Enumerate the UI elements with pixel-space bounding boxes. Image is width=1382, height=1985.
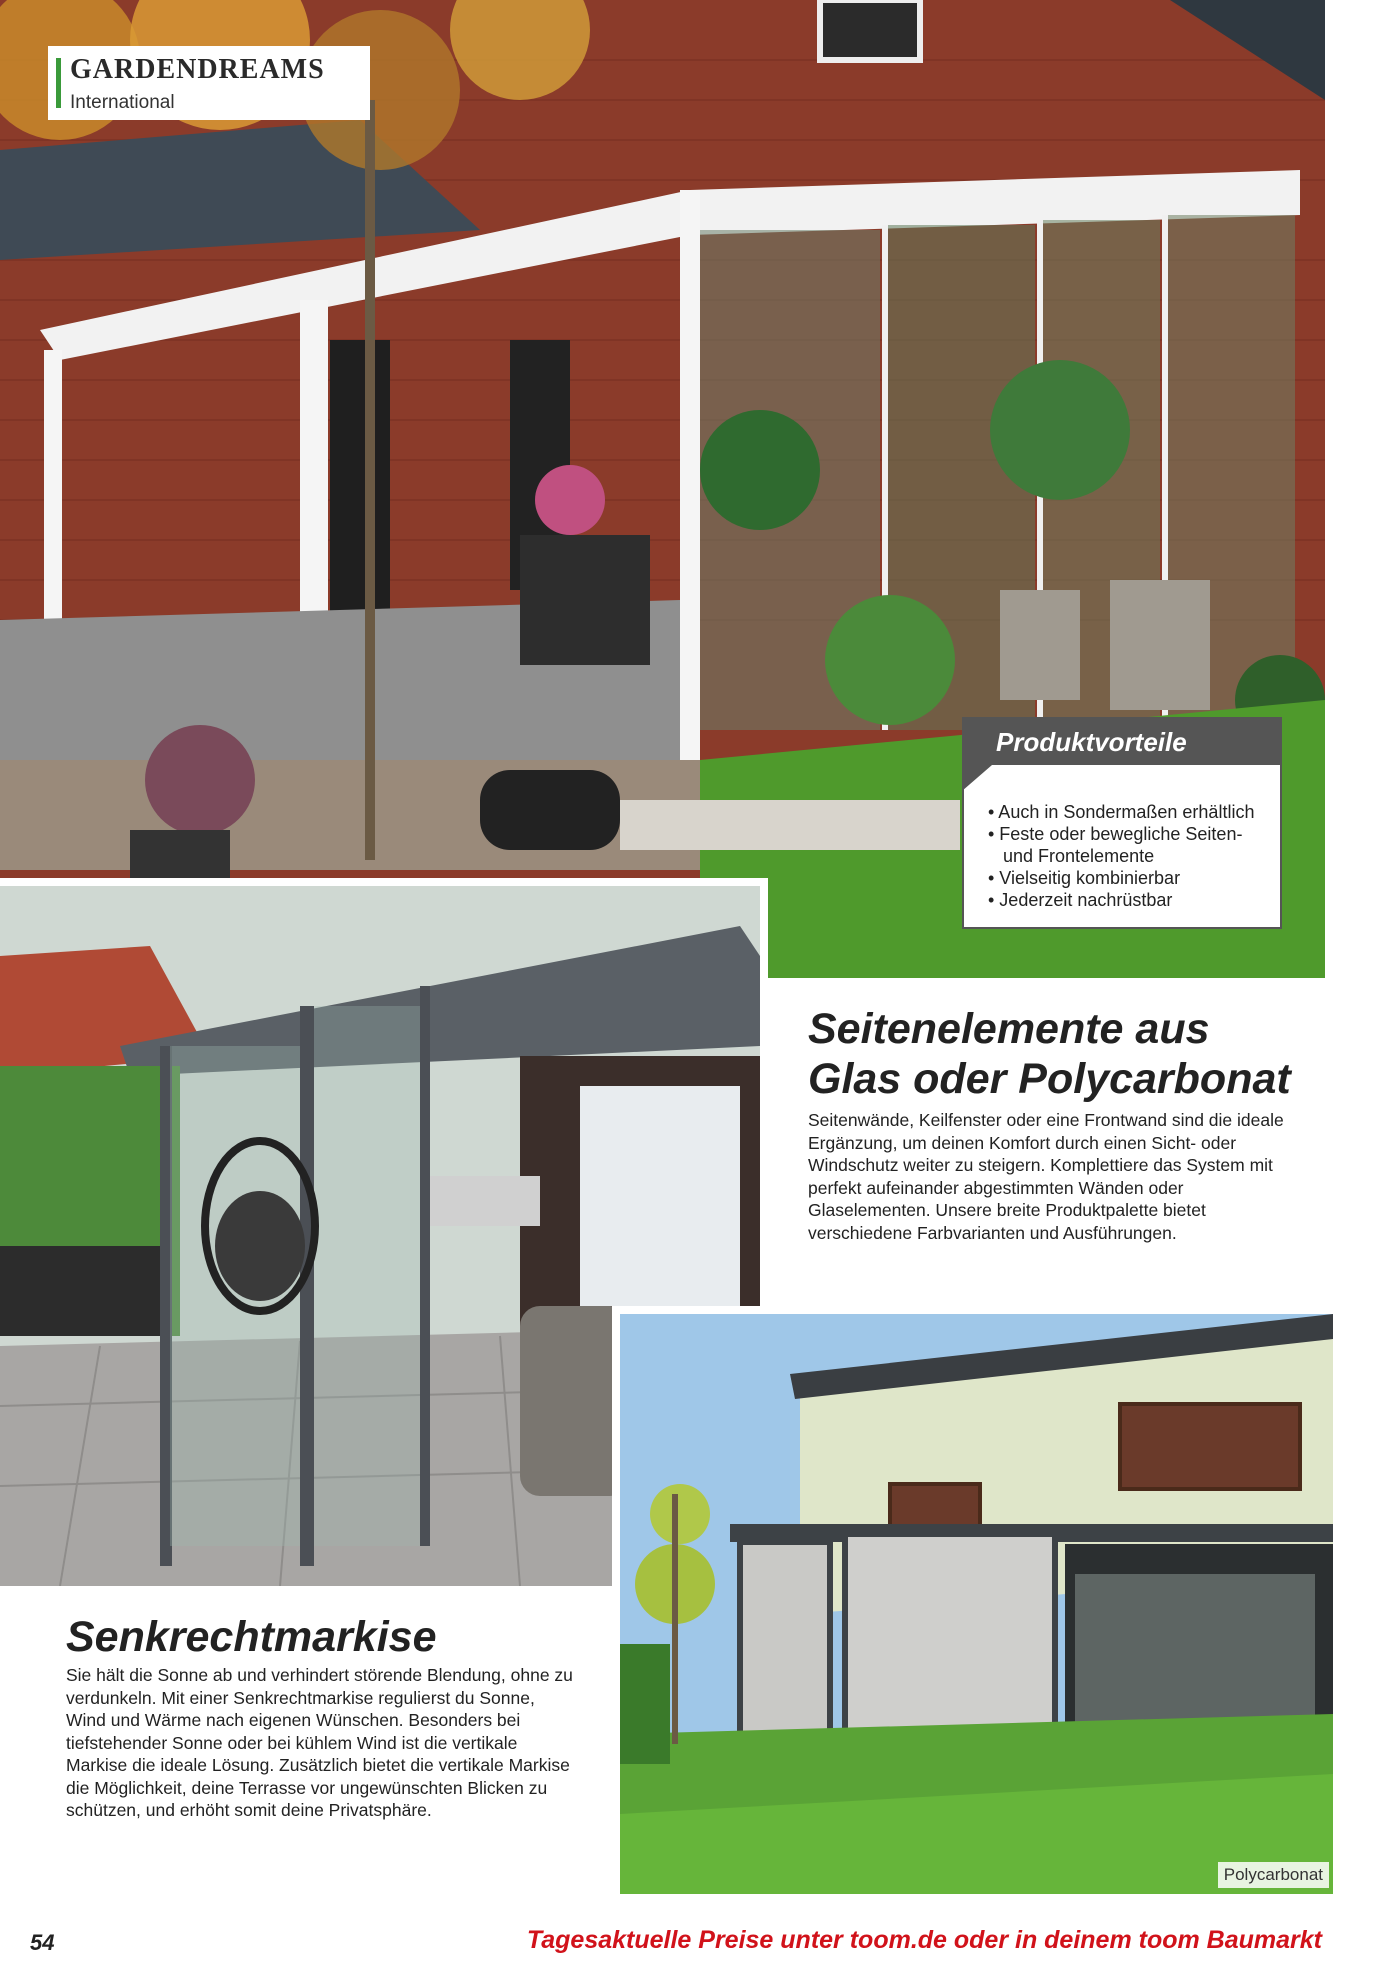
logo-accent-bar (56, 58, 61, 108)
list-item: • Auch in Sondermaßen erhältlich (988, 802, 1255, 822)
seitenelemente-text: Seitenwände, Keilfenster oder eine Frontwand sind die ideale Ergänzung, um deinen Komfort durch einen Sicht- oder Windschutz weiter zu steigern. Komplettiere das System mit perfekt aufeinander abgestimmten Wänden oder Glaselementen. Unsere breite Produktpalette bietet verschiedene Farbvarianten und Ausführungen. (808, 1110, 1284, 1243)
seitenelemente-title (808, 1004, 1291, 1104)
caption-polycarbonat: Polycarbonat (1218, 1862, 1329, 1888)
produktvorteile-notch (962, 765, 992, 791)
list-item: und Frontelemente (988, 846, 1155, 866)
seitenelemente-title-line2: Glas oder Polycarbonat (808, 1055, 1291, 1103)
list-item: • Jederzeit nachrüstbar (988, 890, 1173, 910)
page-number: 54 (30, 1930, 55, 1955)
photo-polycarbonat (612, 1306, 1333, 1894)
senkrechtmarkise-title: Senkrechtmarkise (66, 1613, 437, 1661)
produktvorteile-box (962, 717, 1282, 931)
footer-price-note: Tagesaktuelle Preise unter toom.de oder in deinem toom Baumarkt (526, 1926, 1322, 1954)
senkrechtmarkise-text: Sie hält die Sonne ab und verhindert störende Blendung, ohne zu verdunkeln. Mit einer Senkrechtmarkise regulierst du Sonne, Wind und Wärme nach eigenen Wünschen. Besonders bei tiefstehender Sonne oder bei kühlem Wind ist die vertikale Markise die ideale Lösung. Zusätzlich bietet die vertikale Markise die Möglichkeit, deine Terrasse vor ungewünschten Blicken zu schützen, und erhöht somit deine Privatsphäre. (66, 1665, 573, 1820)
seitenelemente-title-line1: Seitenelemente aus (808, 1005, 1210, 1053)
logo-brand-name: GARDENDREAMS (70, 54, 325, 85)
produktvorteile-body (962, 765, 1282, 929)
produktvorteile-header (962, 717, 1282, 765)
list-item: • Feste oder bewegliche Seiten- (988, 824, 1243, 844)
brand-logo (48, 46, 370, 120)
produktvorteile-list (988, 801, 1254, 911)
logo-subtitle: International (70, 92, 175, 113)
produktvorteile-heading: Produktvorteile (996, 727, 1187, 757)
list-item: • Vielseitig kombinierbar (988, 868, 1181, 888)
